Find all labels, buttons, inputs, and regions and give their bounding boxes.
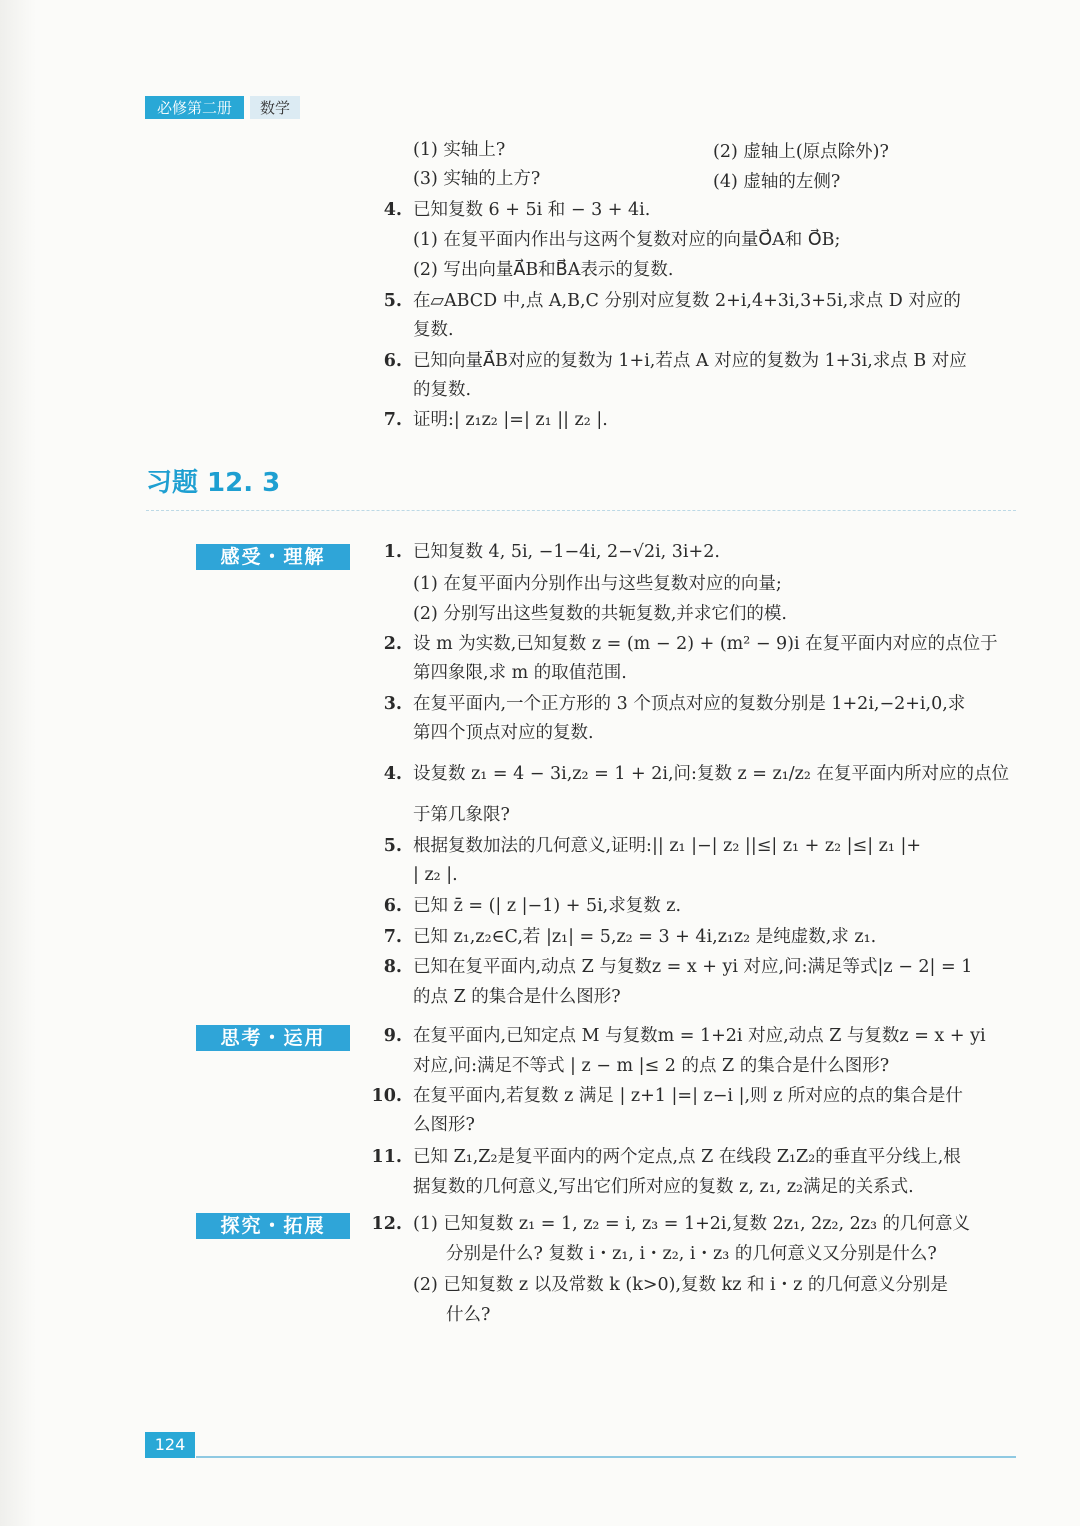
exercise-12-line-1: (1) 已知复数 z₁ = 1, z₂ = i, z₃ = 1+2i,复数 2z₁, 2z₂, 2z₃ 的几何意义 [413, 1214, 971, 1234]
exercise-7-line-1: 已知 z₁,z₂∈C,若 |z₁| = 5,z₂ = 3 + 4i,z₁z₂ 是纯虚数,求 z₁. [413, 927, 877, 947]
q7-number: 7. [383, 410, 402, 430]
section-divider [146, 510, 1016, 511]
subject-label: 数学 [250, 96, 300, 119]
q3-part-4: (4) 虚轴的左侧? [713, 172, 841, 192]
page-edge-shadow [0, 0, 36, 1526]
q5-line-2: 复数. [413, 320, 454, 340]
exercise-5-line-1: 根据复数加法的几何意义,证明:|| z₁ |−| z₂ ||≤| z₁ + z₂ |≤| z₁ |+ [413, 836, 922, 856]
page-number: 124 [145, 1432, 195, 1458]
exercise-4-line-2: 于第几象限? [413, 805, 510, 825]
exercise-3-number: 3. [383, 694, 402, 714]
exercise-9-line-1: 在复平面内,已知定点 M 与复数m = 1+2i 对应,动点 Z 与复数z = x + yi [413, 1026, 986, 1046]
exercise-2-line-2: 第四象限,求 m 的取值范围. [413, 663, 627, 683]
exercise-11-line-2: 据复数的几何意义,写出它们所对应的复数 z, z₁, z₂满足的关系式. [413, 1177, 914, 1197]
badge-apply: 思考・运用 [196, 1025, 350, 1051]
exercise-12-line-2: 分别是什么? 复数 i・z₁, i・z₂, i・z₃ 的几何意义又分别是什么? [446, 1244, 937, 1264]
exercise-11-line-1: 已知 Z₁,Z₂是复平面内的两个定点,点 Z 在线段 Z₁Z₂的垂直平分线上,根 [413, 1147, 961, 1167]
exercise-10-number: 10. [371, 1086, 402, 1106]
q4-stem: 已知复数 6 + 5i 和 − 3 + 4i. [413, 200, 651, 220]
q6-line-2: 的复数. [413, 380, 472, 400]
book-label: 必修第二册 [145, 96, 244, 119]
exercise-10-line-2: 么图形? [413, 1115, 475, 1135]
exercise-9-line-2: 对应,问:满足不等式 | z − m |≤ 2 的点 Z 的集合是什么图形? [413, 1056, 890, 1076]
exercise-1-line-2: (1) 在复平面内分别作出与这些复数对应的向量; [413, 574, 782, 594]
q3-part-2: (2) 虚轴上(原点除外)? [713, 142, 889, 162]
exercise-5-line-2: | z₂ |. [413, 865, 458, 885]
exercise-1-number: 1. [383, 542, 402, 562]
q6-line-1: 已知向量A⃗B对应的复数为 1+i,若点 A 对应的复数为 1+3i,求点 B 对应 [413, 351, 967, 371]
exercise-1-line-3: (2) 分别写出这些复数的共轭复数,并求它们的模. [413, 604, 787, 624]
exercise-1-line-1: 已知复数 4, 5i, −1−4i, 2−√2i, 3i+2. [413, 542, 720, 562]
exercise-2-number: 2. [383, 634, 402, 654]
q3-part-1: (1) 实轴上? [413, 140, 506, 160]
section-title: 习题 12. 3 [146, 468, 281, 498]
exercise-9-number: 9. [383, 1026, 402, 1046]
exercise-10-line-1: 在复平面内,若复数 z 满足 | z+1 |=| z−i |,则 z 所对应的点的集合是什 [413, 1086, 963, 1106]
exercise-6-line-1: 已知 z̄ = (| z |−1) + 5i,求复数 z. [413, 896, 682, 916]
q4-part-1: (1) 在复平面内作出与这两个复数对应的向量O⃗A和 O⃗B; [413, 230, 841, 250]
exercise-12-line-4: 什么? [446, 1305, 491, 1325]
exercise-12-line-3: (2) 已知复数 z 以及常数 k (k>0),复数 kz 和 i・z 的几何意义分别是 [413, 1275, 948, 1295]
badge-explore: 探究・拓展 [196, 1213, 350, 1239]
exercise-8-number: 8. [383, 957, 402, 977]
running-header [145, 96, 300, 119]
exercise-2-line-1: 设 m 为实数,已知复数 z = (m − 2) + (m² − 9)i 在复平面内对应的点位于 [413, 634, 998, 654]
exercise-8-line-2: 的点 Z 的集合是什么图形? [413, 987, 621, 1007]
exercise-3-line-2: 第四个顶点对应的复数. [413, 723, 594, 743]
exercise-8-line-1: 已知在复平面内,动点 Z 与复数z = x + yi 对应,问:满足等式|z − 2| = 1 [413, 957, 973, 977]
q6-number: 6. [383, 351, 402, 371]
q5-number: 5. [383, 291, 402, 311]
badge-understand: 感受・理解 [196, 544, 350, 570]
exercise-7-number: 7. [383, 927, 402, 947]
exercise-5-number: 5. [383, 836, 402, 856]
q4-number: 4. [383, 200, 402, 220]
q4-part-2: (2) 写出向量A⃗B和B⃗A表示的复数. [413, 260, 674, 280]
exercise-4-line-1: 设复数 z₁ = 4 − 3i,z₂ = 1 + 2i,问:复数 z = z₁/z₂ 在复平面内所对应的点位 [413, 764, 1009, 784]
exercise-12-number: 12. [371, 1214, 402, 1234]
exercise-4-number: 4. [383, 764, 402, 784]
q7-line-1: 证明:| z₁z₂ |=| z₁ || z₂ |. [413, 410, 608, 430]
exercise-6-number: 6. [383, 896, 402, 916]
q3-part-3: (3) 实轴的上方? [413, 169, 541, 189]
footer-rule [196, 1456, 1016, 1458]
exercise-3-line-1: 在复平面内,一个正方形的 3 个顶点对应的复数分别是 1+2i,−2+i,0,求 [413, 694, 966, 714]
q5-line-1: 在▱ABCD 中,点 A,B,C 分别对应复数 2+i,4+3i,3+5i,求点 D 对应的 [413, 291, 961, 311]
exercise-11-number: 11. [371, 1147, 402, 1167]
